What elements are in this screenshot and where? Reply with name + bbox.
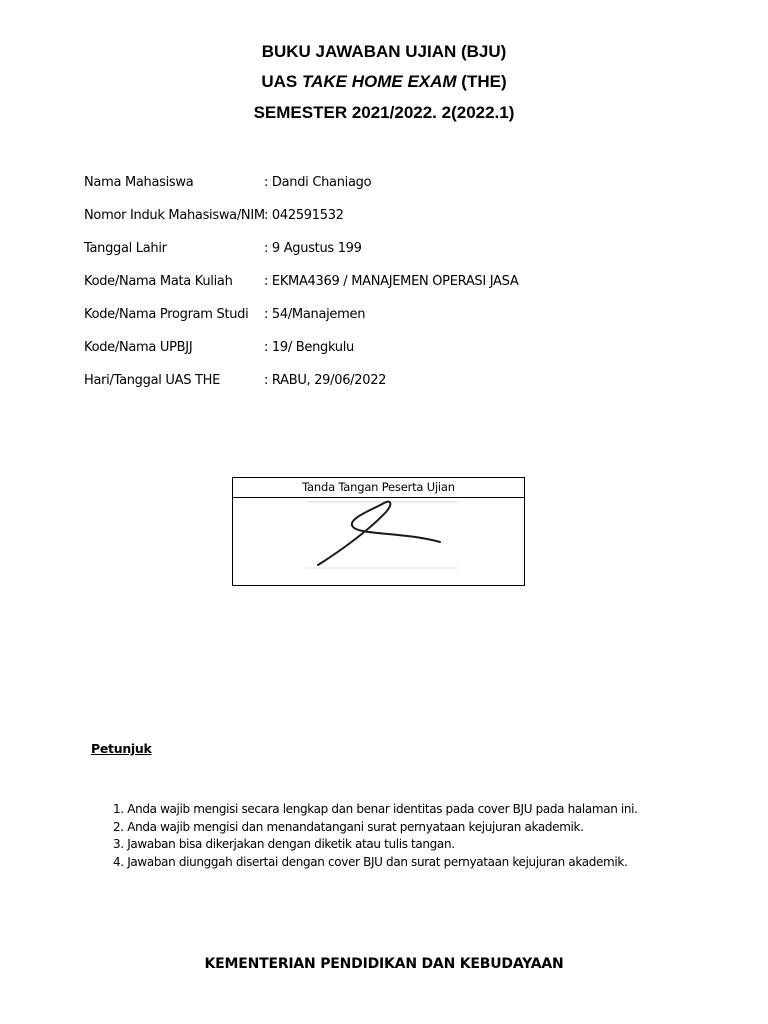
field-value: : EKMA4369 / MANAJEMEN OPERASI JASA bbox=[264, 274, 519, 289]
field-value: : 19/ Bengkulu bbox=[264, 340, 354, 355]
field-value: : Dandi Chaniago bbox=[264, 175, 372, 190]
instructions-heading: Petunjuk bbox=[91, 741, 152, 756]
exam-type-suffix: (THE) bbox=[456, 72, 507, 91]
field-label: Nama Mahasiswa bbox=[84, 175, 194, 190]
signature-image bbox=[233, 498, 524, 585]
field-value: : 042591532 bbox=[264, 208, 344, 223]
exam-type-italic: TAKE HOME EXAM bbox=[302, 72, 457, 91]
signature-heading: Tanda Tangan Peserta Ujian bbox=[233, 478, 524, 498]
field-label: Kode/Nama Program Studi bbox=[84, 307, 249, 322]
instruction-item: 4. Jawaban diunggah disertai dengan cover BJU dan surat pernyataan kejujuran akademik. bbox=[113, 854, 628, 869]
exam-type-prefix: UAS bbox=[261, 72, 302, 91]
document-title: BUKU JAWABAN UJIAN (BJU) bbox=[261, 42, 507, 61]
field-value: : RABU, 29/06/2022 bbox=[264, 373, 387, 388]
footer-ministry: KEMENTERIAN PENDIDIKAN DAN KEBUDAYAAN bbox=[204, 956, 564, 972]
field-label: Kode/Nama UPBJJ bbox=[84, 340, 193, 355]
signature-box bbox=[232, 477, 525, 586]
field-value: : 54/Manajemen bbox=[264, 307, 366, 322]
field-label: Hari/Tanggal UAS THE bbox=[84, 373, 221, 388]
signature-area bbox=[233, 498, 524, 585]
semester-title: SEMESTER 2021/2022. 2(2022.1) bbox=[253, 103, 515, 122]
field-label: Kode/Nama Mata Kuliah bbox=[84, 274, 233, 289]
instruction-item: 2. Anda wajib mengisi dan menandatangani surat pernyataan kejujuran akademik. bbox=[113, 819, 584, 834]
field-label: Nomor Induk Mahasiswa/NIM bbox=[84, 208, 265, 223]
instruction-item: 1. Anda wajib mengisi secara lengkap dan benar identitas pada cover BJU pada halaman ini. bbox=[113, 802, 638, 816]
field-value: : 9 Agustus 199 bbox=[264, 241, 362, 256]
instructions-list bbox=[113, 801, 638, 871]
exam-type-title bbox=[0, 72, 768, 92]
field-label: Tanggal Lahir bbox=[84, 241, 167, 256]
instruction-item: 3. Jawaban bisa dikerjakan dengan diketik atau tulis tangan. bbox=[113, 837, 455, 851]
